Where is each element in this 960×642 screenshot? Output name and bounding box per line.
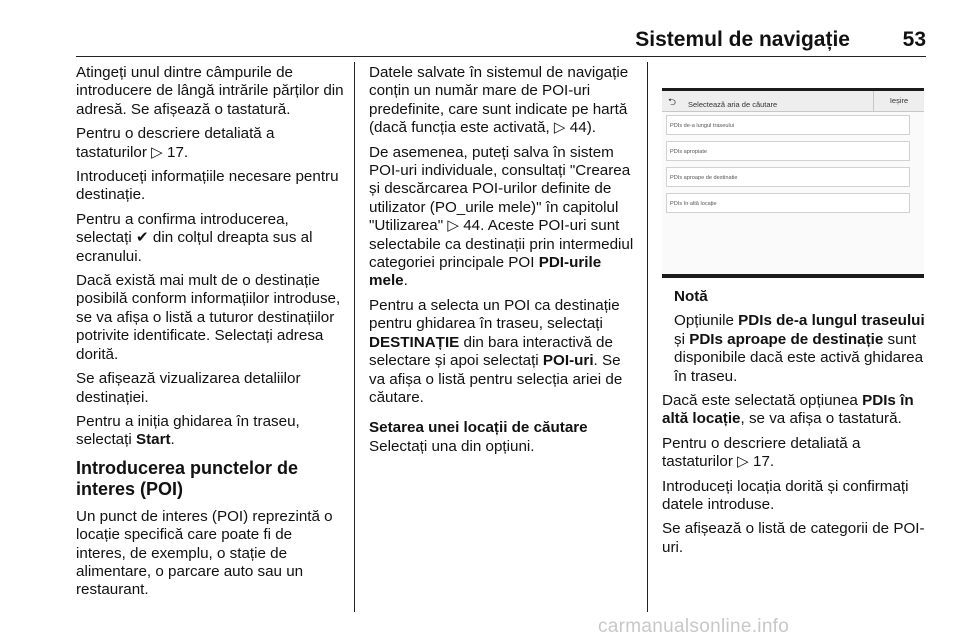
section-heading: Introducerea punctelor de interes (POI) bbox=[76, 457, 299, 499]
bold-term: POI-uri bbox=[542, 352, 594, 370]
column-2 bbox=[369, 64, 637, 462]
paragraph bbox=[369, 297, 637, 407]
header-rule bbox=[76, 56, 926, 57]
bold-term: Start bbox=[135, 431, 171, 449]
back-icon: ⮌ bbox=[668, 97, 677, 108]
device-screenshot bbox=[662, 88, 924, 278]
paragraph: Un punct de interes (POI) reprezintă o locație specifică care poate fi de interes, de exemplu, o stație de alimentare, o parcare auto sau un restaurant. bbox=[76, 507, 333, 599]
note-text bbox=[674, 312, 930, 386]
paragraph bbox=[662, 435, 930, 472]
column-divider-1 bbox=[354, 62, 355, 612]
page-ref: 17. bbox=[162, 143, 189, 161]
screen-list-item: PDIs de-a lungul traseului bbox=[666, 115, 910, 135]
bold-term: PDIs de-a lungul traseului bbox=[738, 312, 925, 330]
text: Pentru a confirma introducerea, selectați bbox=[76, 210, 289, 247]
paragraph: Introduceți locația dorită și confirmați datele introduse. bbox=[662, 477, 909, 514]
chapter-title: Sistemul de navigație bbox=[635, 28, 850, 51]
paragraph: Introduceți informațiile necesare pentru destinație. bbox=[76, 168, 339, 204]
note-box bbox=[674, 288, 930, 386]
text: De asemenea, puteți salva în sistem POI-uri individuale, consultați "Crearea și descărcarea POI-urilor definite de utilizator (PO_urile mele)" în capitolul "Utilizarea" bbox=[369, 143, 631, 235]
text: și bbox=[674, 330, 690, 348]
paragraph: Selectați una din opțiuni. bbox=[369, 437, 535, 455]
text: din colțul dreapta sus al ecranului. bbox=[76, 229, 313, 265]
page-ref: 44). bbox=[565, 119, 596, 137]
screen-list-item: PDIs aproape de destinatie bbox=[666, 167, 910, 187]
subsection-heading: Setarea unei locații de căutare bbox=[369, 419, 588, 437]
page-ref-arrow-icon: ▷ bbox=[553, 119, 566, 137]
paragraph bbox=[76, 211, 344, 266]
screen-title: Selectează aria de căutare bbox=[688, 100, 778, 109]
text: Pentru a iniția ghidarea în traseu, selectați bbox=[76, 412, 300, 449]
page-ref-arrow-icon: ▷ bbox=[151, 143, 163, 161]
bold-term: DESTINAȚIE bbox=[369, 333, 460, 351]
text: , se va afișa o tastatură. bbox=[740, 410, 902, 428]
paragraph: Dacă există mai mult de o destinație posibilă conform informațiilor introduse, se va afișa o listă a tuturor destinațiilor potrivite identificate. Selectați adresa dorită. bbox=[76, 272, 341, 363]
bold-term: PDIs aproape de destinație bbox=[689, 330, 884, 348]
text: 44. Aceste POI-uri sunt selectabile ca destinații prin intermediul categoriei principale POI bbox=[369, 217, 634, 272]
screen-header bbox=[662, 91, 924, 112]
note-title: Notă bbox=[674, 288, 708, 305]
screen-list-item: PDIs apropiate bbox=[666, 141, 910, 161]
page-ref-arrow-icon: ▷ bbox=[737, 453, 749, 471]
text: Pentru o descriere detaliată a tastaturilor bbox=[662, 434, 861, 471]
paragraph bbox=[76, 125, 344, 162]
text: . Se va afișa o listă pentru selecția ariei de căutare. bbox=[369, 352, 623, 406]
column-1 bbox=[76, 64, 344, 606]
bold-term: PDI-urile mele bbox=[369, 254, 602, 290]
screen-list-item: PDIs în altă locație bbox=[666, 193, 910, 213]
text: sunt disponibile dacă este activă ghidarea în traseu. bbox=[674, 330, 924, 385]
text: Pentru o descriere detaliată a tastaturilor bbox=[76, 125, 275, 161]
column-3 bbox=[662, 88, 930, 563]
paragraph bbox=[76, 413, 344, 450]
page-header bbox=[0, 28, 926, 54]
checkmark-icon: ✔ bbox=[135, 229, 149, 247]
paragraph bbox=[369, 64, 637, 138]
paragraph bbox=[662, 392, 930, 429]
text: Dacă este selectată opțiunea bbox=[662, 392, 863, 410]
exit-button: Ieșire bbox=[873, 91, 924, 111]
page-ref: 17. bbox=[748, 453, 775, 471]
column-divider-2 bbox=[647, 62, 648, 612]
page-number: 53 bbox=[902, 28, 926, 51]
text: . bbox=[403, 272, 408, 290]
text: Datele salvate în sistemul de navigație conțin un număr mare de POI-uri predefinite, care sunt indicate pe hartă (dacă funcția este activată, bbox=[369, 64, 629, 137]
watermark: carmanualsonline.info bbox=[598, 616, 790, 637]
paragraph bbox=[369, 144, 637, 291]
paragraph: Se afișează vizualizarea detaliilor destinației. bbox=[76, 370, 301, 406]
bold-term: PDIs în altă locație bbox=[662, 392, 914, 428]
text: . bbox=[170, 431, 175, 449]
text: Opțiunile bbox=[674, 312, 739, 330]
paragraph: Se afișează o listă de categorii de POI-uri. bbox=[662, 520, 925, 556]
text: din bara interactivă de selectare și apoi selectați bbox=[369, 333, 613, 370]
text: Pentru a selecta un POI ca destinație pentru ghidarea în traseu, selectați bbox=[369, 296, 620, 333]
device-screen bbox=[662, 91, 924, 274]
page-ref-arrow-icon: ▷ bbox=[447, 217, 459, 235]
paragraph: Atingeți unul dintre câmpurile de introducere de lângă intrările părților din adresă. Se afișează o tastatură. bbox=[76, 64, 344, 118]
